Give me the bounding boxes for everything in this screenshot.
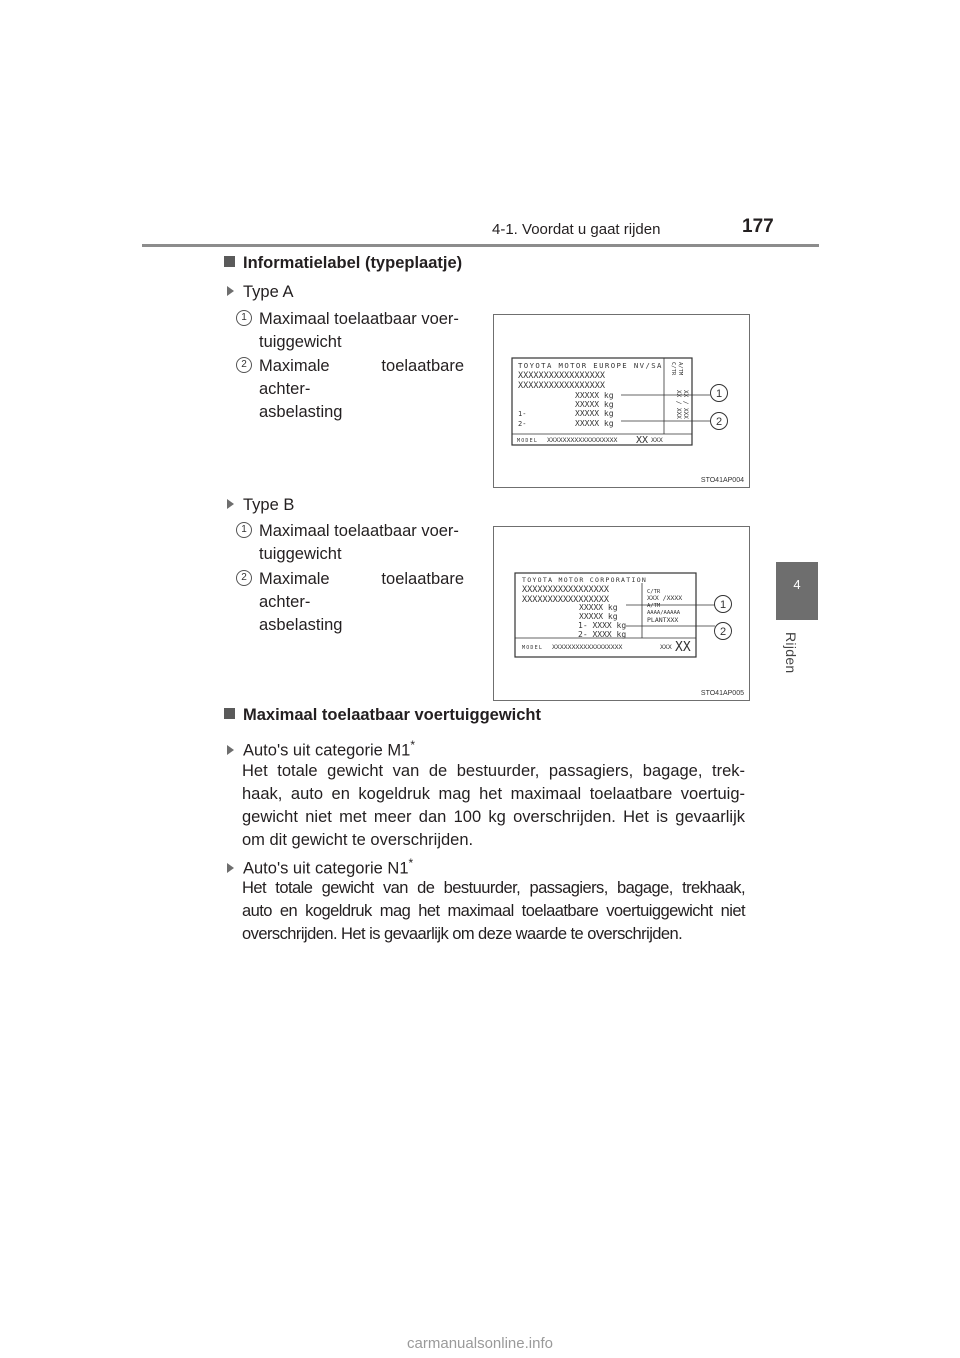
square-bullet-icon [224, 708, 235, 719]
plate-row: 2- [518, 420, 527, 428]
callout-number: 1 [715, 388, 723, 400]
type-b-item-2: Maximale toelaatbare achter- asbelasting [259, 570, 464, 634]
callout-number: 1 [719, 599, 727, 611]
plate-model-code: XX [675, 640, 691, 655]
plate-side-text: C/TR [647, 589, 661, 595]
figure-code: STO41AP004 [700, 477, 744, 484]
plate-model-suffix: XXX [651, 436, 663, 444]
plate-model-suffix: XXX [660, 643, 672, 651]
figure-type-a [493, 314, 750, 488]
m1-paragraph: Het totale gewicht van de bestuurder, passagiers, bagage, trek- haak, auto en kogeldruk mag het maximaal toelaatbare voertuig- gewicht niet met meer dan 100 kg overschrijden. Het is gevaarlijk om dit gewicht te overschrijden. [242, 762, 745, 849]
figure-type-b [493, 526, 750, 701]
watermark: carmanualsonline.info [407, 1335, 553, 1352]
plate-model-label: MODEL [517, 438, 539, 444]
plate-row: XXXXXXXXXXXXXXXXX [522, 585, 609, 595]
info-label-heading: Informatielabel (typeplaatje) [224, 254, 462, 273]
type-a-item-2: Maximale toelaatbare achter- asbelasting [259, 357, 464, 421]
callout-badge-1: 1 [236, 522, 252, 538]
plate-row: 1- [518, 410, 527, 418]
plate-row: XXXXXXXXXXXXXXXXX [522, 595, 609, 605]
plate-row: 2- XXXX kg [578, 630, 627, 639]
type-b-item-1: Maximaal toelaatbaar voer- tuiggewicht [259, 522, 459, 563]
callout-number: 2 [719, 626, 727, 638]
page-number: 177 [742, 216, 774, 237]
callout-badge-1: 1 [236, 310, 252, 326]
callout-badge-2: 2 [236, 570, 252, 586]
m1-label: Auto's uit categorie M1* [227, 734, 415, 763]
triangle-bullet-icon [227, 286, 234, 296]
plate-row: XXXXX kg [575, 419, 614, 428]
plate-title: TOYOTA MOTOR CORPORATION [522, 576, 648, 584]
plate-row: XXXXXXXXXXXXXXXXX [518, 371, 605, 381]
triangle-bullet-icon [227, 499, 234, 509]
callout-badge-2: 2 [236, 357, 252, 373]
header-rule [142, 244, 819, 247]
triangle-bullet-icon [227, 745, 234, 755]
plate-model-code: XX [636, 435, 649, 446]
plate-row: 1- XXXX kg [578, 621, 627, 630]
plate-model-value: XXXXXXXXXXXXXXXXXX [552, 643, 623, 651]
plate-row: XXXXX kg [579, 612, 618, 621]
n1-paragraph: Het totale gewicht van de bestuurder, passagiers, bagage, trekhaak, auto en kogeldruk mag het maximaal toelaatbare voertuiggewicht niet overschrijden. Het is gevaarlijk om deze waarde te overschrijden. [242, 879, 745, 943]
plate-title: TOYOTA MOTOR EUROPE NV/SA [518, 361, 663, 370]
plate-row: XXXXX kg [575, 391, 614, 400]
type-a-item-1: Maximaal toelaatbaar voer- tuiggewicht [259, 310, 459, 351]
plate-side-text: C/TR [670, 362, 676, 376]
type-a-label: Type A [227, 281, 293, 304]
max-weight-heading: Maximaal toelaatbaar voertuiggewicht [224, 706, 541, 725]
section-title: 4-1. Voordat u gaat rijden [492, 221, 661, 238]
chapter-tab-number: 4 [793, 577, 801, 592]
plate-row: XXXXX kg [579, 603, 618, 612]
plate-side-text: A/TM [647, 603, 661, 609]
plate-side-text: XX / XXX [682, 390, 689, 419]
plate-side-text: A/TM [677, 362, 683, 376]
plate-model-label: MODEL [522, 645, 544, 651]
plate-side-text: XXX /XXXX [647, 594, 683, 602]
plate-row: XXXXX kg [575, 400, 614, 409]
square-bullet-icon [224, 256, 235, 267]
plate-row: XXXXXXXXXXXXXXXXX [518, 381, 605, 391]
n1-label: Auto's uit categorie N1* [227, 852, 413, 881]
plate-side-text: AAAA/AAAAA [647, 610, 681, 616]
plate-side-text: PLANTXXX [647, 616, 679, 624]
plate-row: XXXXX kg [575, 409, 614, 418]
triangle-bullet-icon [227, 863, 234, 873]
callout-number: 2 [715, 416, 723, 428]
type-b-label: Type B [227, 494, 294, 517]
plate-model-value: XXXXXXXXXXXXXXXXXX [547, 436, 618, 444]
chapter-tab-label: Rijden [783, 632, 799, 674]
figure-code: STO41AP005 [700, 690, 744, 697]
plate-side-text: XX / XXX [675, 390, 682, 419]
